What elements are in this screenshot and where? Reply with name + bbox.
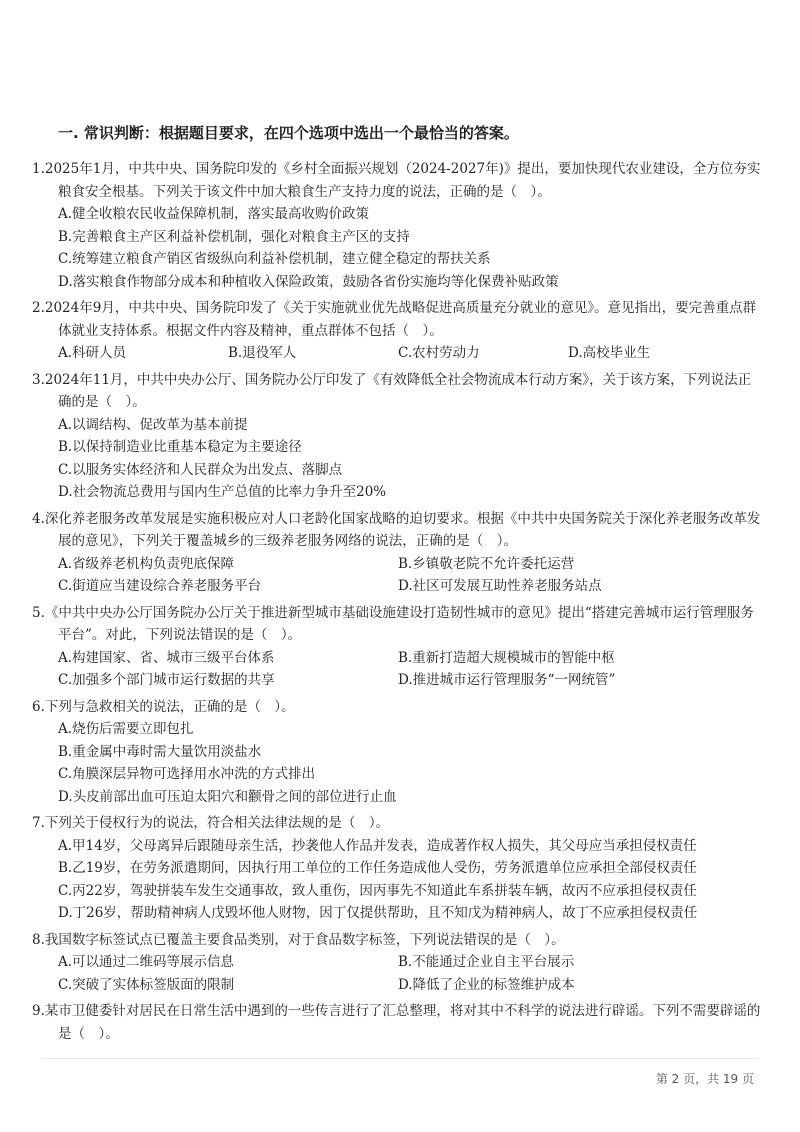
option-c: C.农村劳动力 xyxy=(398,345,480,361)
option-d: D.落实粮食作物部分成本和种植收入保险政策，鼓励各省份实施均等化保费补贴政策 xyxy=(58,273,559,290)
option-c: C.统筹建立粮食产销区省级纵向利益补偿机制，建立健全稳定的帮扶关系 xyxy=(58,251,491,267)
question-stem: 1.2025年1月，中共中央、国务院印发的《乡村全面振兴规划（2024-2027年)》提出，要加快现代农业建设，全方位夯实粮食安全根基。下列关于该文件中加大粮食生产支持力度的说法，正确的是（ ）。 xyxy=(32,161,761,200)
option-d: D.头皮前部出血可压迫太阳穴和颧骨之间的部位进行止血 xyxy=(58,788,397,805)
option-a: A.可以通过二维码等展示信息 xyxy=(58,954,235,970)
option-a: A.构建国家、省、城市三级平台体系 xyxy=(58,649,275,666)
option-b: B.重金属中毒时需大量饮用淡盐水 xyxy=(58,743,262,760)
option-a: A.烧伤后需要立即包扎 xyxy=(58,721,194,737)
question-stem: 4.深化养老服务改革发展是实施积极应对人口老龄化国家战略的迫切要求。根据《中共中央国务院关于深化养老服务改革发展的意见》，下列关于覆盖城乡的三级养老服务网络的说法，正确的是（ ）。 xyxy=(32,510,761,549)
option-d: D.推进城市运行管理服务“一网统管” xyxy=(398,672,616,688)
question-list xyxy=(32,158,762,1049)
option-b: B.乡镇敬老院不允许委托运营 xyxy=(398,555,575,572)
option-list xyxy=(32,718,762,808)
question-stem: 7.下列关于侵权行为的说法，符合相关法律法规的是（ ）。 xyxy=(32,815,390,831)
option-list xyxy=(32,414,762,504)
option-list xyxy=(32,203,762,293)
option-b: B.乙19岁，在劳务派遣期间，因执行用工单位的工作任务造成他人受伤，劳务派遣单位应承担全部侵权责任 xyxy=(58,860,697,876)
question-stem: 3.2024年11月，中共中央办公厅、国务院办公厅印发了《有效降低全社会物流成本行动方案》，关于该方案，下列说法正确的是（ ）。 xyxy=(32,371,752,410)
question-8 xyxy=(32,929,762,997)
option-d: D.高校毕业生 xyxy=(568,345,651,361)
question-1 xyxy=(32,158,762,293)
option-c: C.角膜深层异物可选择用水冲洗的方式排出 xyxy=(58,766,316,782)
question-3 xyxy=(32,369,762,504)
question-stem: 9.某市卫健委针对居民在日常生活中遇到的一些传言进行了汇总整理，将对其中不科学的说法进行辟谣。下列不需要辟谣的是（ ）。 xyxy=(32,1003,761,1042)
option-c: C.加强多个部门城市运行数据的共享 xyxy=(58,672,275,688)
question-stem: 8.我国数字标签试点已覆盖主要食品类别，对于食品数字标签，下列说法错误的是（ ）。 xyxy=(32,931,565,948)
option-b: B.不能通过企业自主平台展示 xyxy=(398,954,575,970)
question-6 xyxy=(32,696,762,809)
option-d: D.社会物流总费用与国内生产总值的比率力争升至20% xyxy=(58,484,387,500)
page-number: 第 2 页，共 19 页 xyxy=(655,1072,754,1086)
question-5 xyxy=(32,602,762,692)
question-stem: 6.下列与急救相关的说法，正确的是（ ）。 xyxy=(32,698,295,715)
option-c: C.丙22岁，驾驶拼装车发生交通事故，致人重伤，因丙事先不知道此车系拼装车辆，故丙不应承担侵权责任 xyxy=(58,882,697,899)
question-stem: 5.《中共中央办公厅国务院办公厅关于推进新型城市基础设施建设打造韧性城市的意见》提出“搭建完善城市运行管理服务平台”。对此，下列说法错误的是（ ）。 xyxy=(32,604,754,643)
option-list xyxy=(32,951,762,996)
option-list xyxy=(32,647,762,692)
option-d: D.丁26岁，帮助精神病人戊毁坏他人财物，因丁仅提供帮助，且不知戊为精神病人，故丁不应承担侵权责任 xyxy=(58,905,698,921)
option-a: A.健全收粮农民收益保障机制，落实最高收购价政策 xyxy=(58,206,370,222)
option-list xyxy=(32,342,762,365)
option-list xyxy=(32,553,762,598)
option-b: B.完善粮食主产区利益补偿机制，强化对粮食主产区的支持 xyxy=(58,228,410,245)
option-a: A.以调结构、促改革为基本前提 xyxy=(58,416,248,433)
option-c: C.突破了实体标签版面的限制 xyxy=(58,976,235,993)
option-b: B.退役军人 xyxy=(228,345,297,361)
section-title: 一. 常识判断：根据题目要求，在四个选项中选出一个最恰当的答案。 xyxy=(58,124,519,142)
question-stem: 2.2024年9月，中共中央、国务院印发了《关于实施就业优先战略促进高质量充分就业的意见》。意见指出，要完善重点群体就业支持体系。根据文件内容及精神，重点群体不包括（ ）。 xyxy=(32,300,757,339)
option-list xyxy=(32,835,762,925)
option-a: A.省级养老机构负责兜底保障 xyxy=(58,555,235,572)
option-d: D.降低了企业的标签维护成本 xyxy=(398,976,575,993)
question-4 xyxy=(32,508,762,598)
footer-divider xyxy=(42,1058,758,1059)
question-9 xyxy=(32,1000,762,1045)
option-c: C.街道应当建设综合养老服务平台 xyxy=(58,578,262,594)
option-c: C.以服务实体经济和人民群众为出发点、落脚点 xyxy=(58,461,343,478)
option-d: D.社区可发展互助性养老服务站点 xyxy=(398,578,602,594)
option-a: A.甲14岁，父母离异后跟随母亲生活，抄袭他人作品并发表，造成著作权人损失，其父母应当承担侵权责任 xyxy=(58,837,697,854)
question-2 xyxy=(32,297,762,365)
option-b: B.以保持制造业比重基本稳定为主要途径 xyxy=(58,439,302,455)
option-a: A.科研人员 xyxy=(58,345,127,361)
option-b: B.重新打造超大规模城市的智能中枢 xyxy=(398,649,615,666)
question-7 xyxy=(32,812,762,925)
